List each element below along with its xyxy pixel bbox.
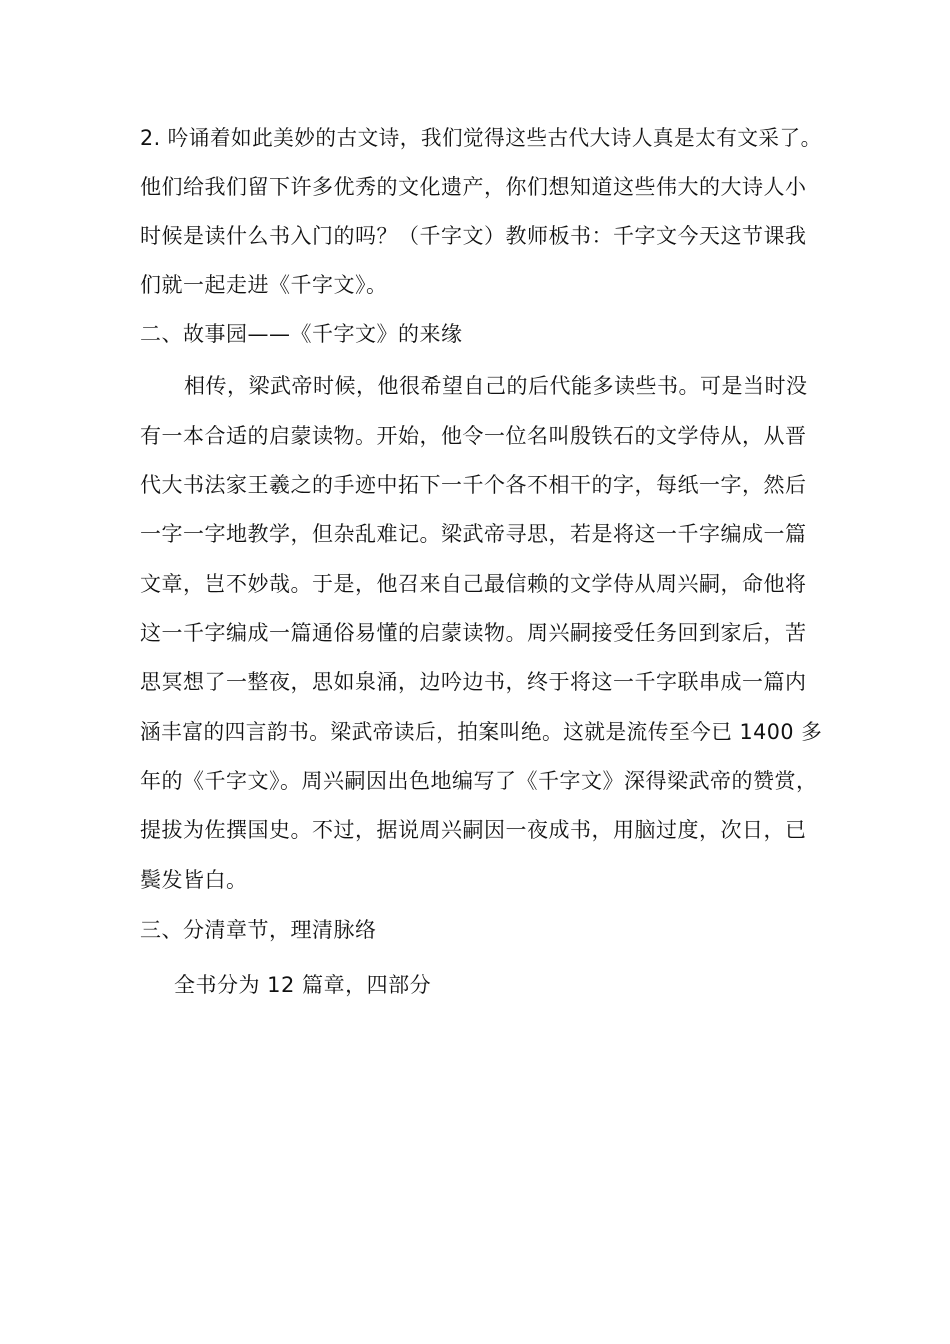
section-2-line-9: 年的《千字文》。周兴嗣因出色地编写了《千字文》深得梁武帝的赞赏， <box>140 769 818 793</box>
intro-line-2: 他们给我们留下许多优秀的文化遗产，你们想知道这些伟大的大诗人小 <box>140 175 807 199</box>
section-2-line-10: 提拔为佐撰国史。不过，据说周兴嗣因一夜成书，用脑过度，次日，已 <box>140 818 807 842</box>
section-2-line-6: 这一千字编成一篇通俗易懂的启蒙读物。周兴嗣接受任务回到家后，苦 <box>140 621 807 645</box>
section-2-line-3: 代大书法家王羲之的手迹中拓下一千个各不相干的字，每纸一字，然后 <box>140 473 807 497</box>
section-2-line-2: 有一本合适的启蒙读物。开始，他令一位名叫殷铁石的文学侍从，从晋 <box>140 424 807 448</box>
intro-line-4: 们就一起走进《千字文》。 <box>140 273 388 297</box>
section-2-line-4: 一字一字地教学，但杂乱难记。梁武帝寻思，若是将这一千字编成一篇 <box>140 522 807 546</box>
section-2-line-1: 相传，梁武帝时候，他很希望自己的后代能多读些书。可是当时没 <box>184 374 808 398</box>
section-2-line-5: 文章，岂不妙哉。于是，他召来自己最信赖的文学侍从周兴嗣，命他将 <box>140 572 807 596</box>
section-3-line-1: 全书分为 12 篇章，四部分 <box>174 973 432 997</box>
intro-line-3: 时候是读什么书入门的吗？（千字文）教师板书：千字文今天这节课我 <box>140 224 807 248</box>
section-2-line-11: 鬓发皆白。 <box>140 868 248 892</box>
section-2-line-7: 思冥想了一整夜，思如泉涌，边吟边书，终于将这一千字联串成一篇内 <box>140 670 807 694</box>
section-3-heading: 三、分清章节，理清脉络 <box>140 918 377 942</box>
section-2-line-8: 涵丰富的四言韵书。梁武帝读后，拍案叫绝。这就是流传至今已 1400 多 <box>140 720 823 744</box>
intro-line-1: 2. 吟诵着如此美妙的古文诗，我们觉得这些古代大诗人真是太有文采了。 <box>140 126 822 150</box>
section-2-heading: 二、故事园——《千字文》的来缘 <box>140 322 463 346</box>
